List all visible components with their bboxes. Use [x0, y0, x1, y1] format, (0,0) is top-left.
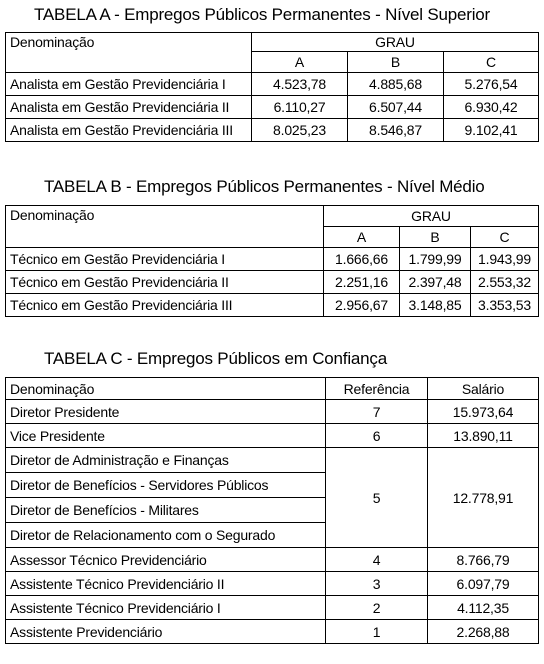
- grade-a-value: 2.251,16: [324, 271, 400, 294]
- table-row: [6, 596, 539, 620]
- row-name: Diretor de Benefícios - Servidores Públicos: [6, 473, 326, 498]
- grade-c-value: 6.930,42: [444, 96, 539, 119]
- row-salary: 6.097,79: [428, 572, 539, 596]
- row-name: Técnico em Gestão Previdenciária I: [6, 248, 324, 271]
- grade-b-value: 6.507,44: [348, 96, 444, 119]
- row-name: Diretor de Relacionamento com o Segurado: [6, 523, 326, 548]
- row-reference: 6: [326, 424, 428, 448]
- row-name: Analista em Gestão Previdenciária II: [6, 96, 252, 119]
- row-name: Técnico em Gestão Previdenciária II: [6, 271, 324, 294]
- table-c-title: TABELA C - Empregos Públicos em Confiança: [44, 349, 387, 368]
- table-b: [5, 205, 539, 317]
- row-salary: 2.268,88: [428, 620, 539, 644]
- row-name: Diretor de Benefícios - Militares: [6, 498, 326, 523]
- table-a-header-grade-b: B: [348, 52, 444, 73]
- table-a-header-grade-c: C: [444, 52, 539, 73]
- grade-a-value: 2.956,67: [324, 294, 400, 317]
- row-salary: 13.890,11: [428, 424, 539, 448]
- table-b-title: TABELA B - Empregos Públicos Permanentes - Nível Médio: [44, 177, 485, 196]
- grade-a-value: 8.025,23: [252, 119, 348, 142]
- row-reference: 7: [326, 400, 428, 424]
- row-name: Assessor Técnico Previdenciário: [6, 548, 326, 572]
- table-row: [6, 448, 539, 473]
- table-row: [6, 400, 539, 424]
- table-a-header-grau: GRAU: [252, 33, 539, 52]
- grade-b-value: 3.148,85: [400, 294, 471, 317]
- row-name: Analista em Gestão Previdenciária III: [6, 119, 252, 142]
- table-row: [6, 572, 539, 596]
- grade-c-value: 2.553,32: [471, 271, 539, 294]
- grade-a-value: 4.523,78: [252, 73, 348, 96]
- table-row: [6, 294, 539, 317]
- table-c-header-denominacao: Denominação: [6, 378, 326, 400]
- grade-c-value: 3.353,53: [471, 294, 539, 317]
- grade-b-value: 1.799,99: [400, 248, 471, 271]
- row-name: Diretor de Administração e Finanças: [6, 448, 326, 473]
- row-name: Vice Presidente: [6, 424, 326, 448]
- row-salary: 8.766,79: [428, 548, 539, 572]
- table-row: [6, 96, 539, 119]
- grade-a-value: 1.666,66: [324, 248, 400, 271]
- grade-c-value: 9.102,41: [444, 119, 539, 142]
- grade-c-value: 1.943,99: [471, 248, 539, 271]
- table-b-header-denominacao: Denominação: [6, 206, 324, 248]
- table-c-header-salario: Salário: [428, 378, 539, 400]
- row-reference: 4: [326, 548, 428, 572]
- row-reference: 1: [326, 620, 428, 644]
- row-name: Diretor Presidente: [6, 400, 326, 424]
- table-row: [6, 271, 539, 294]
- table-b-header-grade-b: B: [400, 227, 471, 248]
- table-row: [6, 248, 539, 271]
- group-reference: 5: [326, 448, 428, 548]
- row-name: Assistente Previdenciário: [6, 620, 326, 644]
- grade-b-value: 8.546,87: [348, 119, 444, 142]
- group-salary: 12.778,91: [428, 448, 539, 548]
- row-name: Técnico em Gestão Previdenciária III: [6, 294, 324, 317]
- table-row: [6, 620, 539, 644]
- table-a-header-grade-a: A: [252, 52, 348, 73]
- grade-a-value: 6.110,27: [252, 96, 348, 119]
- row-reference: 3: [326, 572, 428, 596]
- table-a-title: TABELA A - Empregos Públicos Permanentes - Nível Superior: [34, 5, 491, 24]
- row-name: Assistente Técnico Previdenciário I: [6, 596, 326, 620]
- table-row: [6, 119, 539, 142]
- table-a: [5, 32, 539, 142]
- table-c-header-referencia: Referência: [326, 378, 428, 400]
- table-b-header-grade-c: C: [471, 227, 539, 248]
- table-b-header-grade-a: A: [324, 227, 400, 248]
- table-row: [6, 424, 539, 448]
- row-name: Assistente Técnico Previdenciário II: [6, 572, 326, 596]
- table-b-header-grau: GRAU: [324, 206, 539, 227]
- table-a-header-denominacao: Denominação: [6, 33, 252, 73]
- row-salary: 4.112,35: [428, 596, 539, 620]
- row-salary: 15.973,64: [428, 400, 539, 424]
- table-row: [6, 548, 539, 572]
- row-reference: 2: [326, 596, 428, 620]
- row-name: Analista em Gestão Previdenciária I: [6, 73, 252, 96]
- grade-c-value: 5.276,54: [444, 73, 539, 96]
- grade-b-value: 4.885,68: [348, 73, 444, 96]
- grade-b-value: 2.397,48: [400, 271, 471, 294]
- table-c: [5, 377, 539, 644]
- table-row: [6, 73, 539, 96]
